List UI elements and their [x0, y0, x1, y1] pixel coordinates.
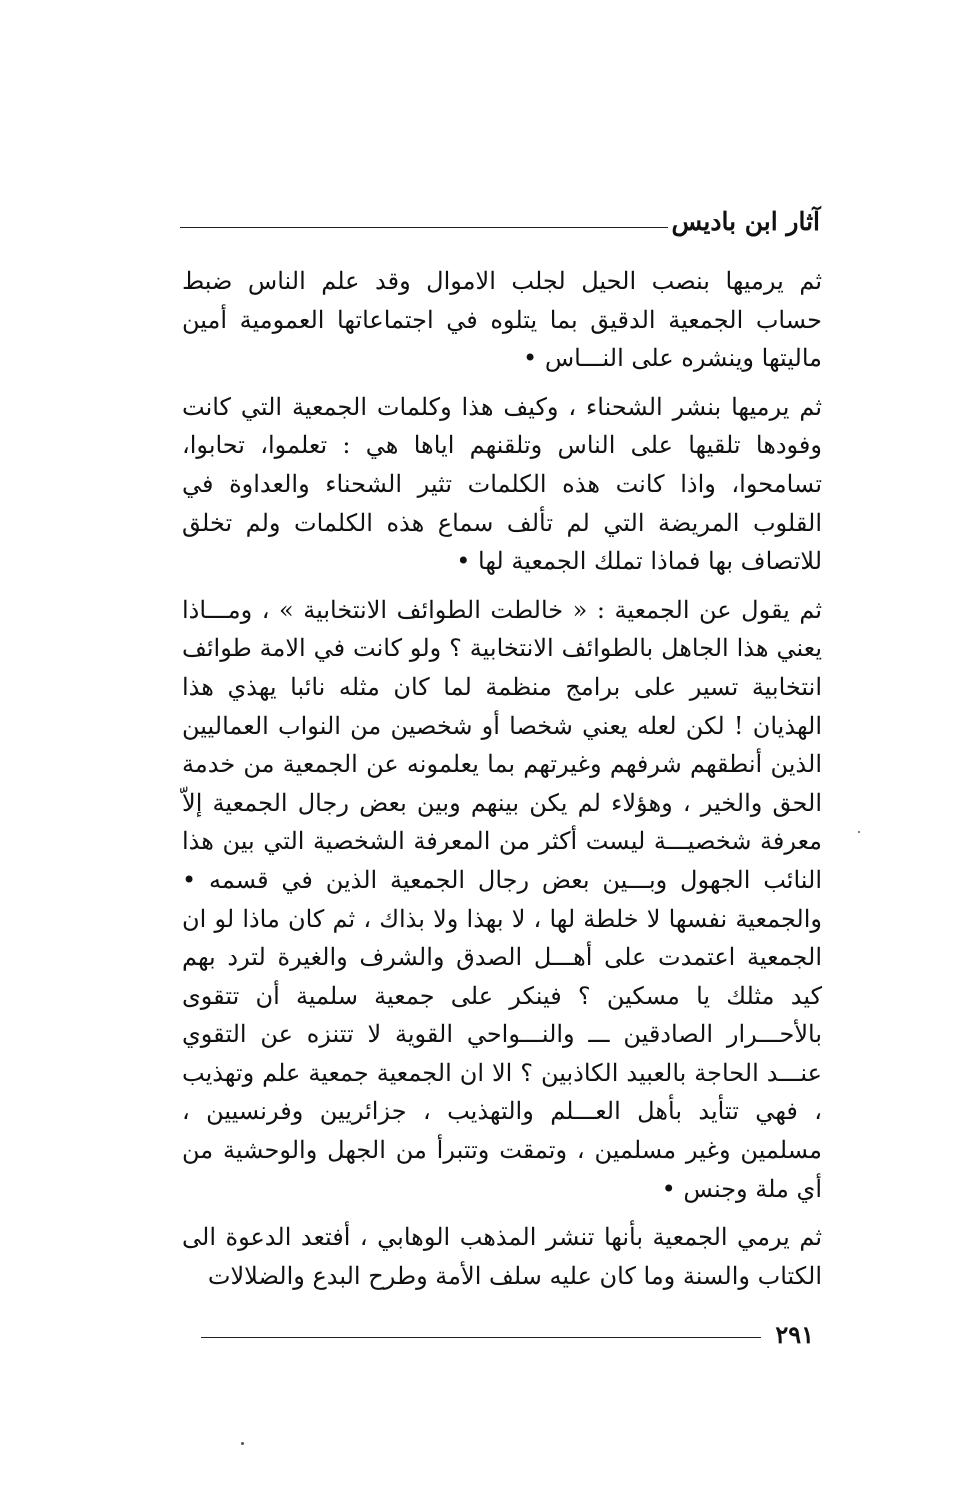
scan-speck [858, 831, 860, 833]
paragraph: ثم يرميها بنشر الشحناء ، وكيف هذا وكلمات الجمعية التي كانت وفودها تلقيها على الناس وتلقنهم اياها هي : تعلموا، تحابوا، تسامحوا، واذا كانت هذه الكلمات تثير الشحناء والعداوة في القلوب المريضة التي لم تألف سماع هذه الكلمات ولم تخلق للاتصاف بها فماذا تملك الجمعية لها • [182, 392, 822, 576]
footer-rule [201, 1337, 761, 1338]
running-header [180, 196, 820, 240]
paragraph: ثم يرمي الجمعية بأنها تنشر المذهب الوهابي ، أفتعد الدعوة الى الكتاب والسنة وما كان عليه سلف الأمة وطرح البدع والضلالات [182, 1223, 822, 1290]
paragraph: ثم يرميها بنصب الحيل لجلب الاموال وقد علم الناس ضبط حساب الجمعية الدقيق بما يتلوه في اجتماعاتها العمومية أمين ماليتها وينشره على النـــاس • [182, 267, 823, 373]
page-number: ٢٩١ [775, 1319, 814, 1349]
scan-speck [241, 1442, 244, 1445]
book-title: آثار ابن باديس [671, 207, 820, 236]
header-rule [180, 227, 668, 228]
page-footer [182, 1316, 822, 1352]
body-text [182, 262, 822, 1295]
paragraph: ثم يقول عن الجمعية : « خالطت الطوائف الانتخابية » ، ومـــاذا يعني هذا الجاهل بالطوائف الانتخابية ؟ ولو كانت في الامة طوائف انتخابية تسير على برامج منظمة لما كان مثله نائبا يهذي هذا الهذيان ! لكن لعله يعني شخصا أو شخصين من النواب العماليين الذين أنطقهم شرفهم وغيرتهم بما يعلمونه عن الجمعية من خدمة الحق والخير ، وهؤلاء لم يكن بينهم وبين بعض رجال الجمعية إلاّ معرفة شخصيـــة ليست أكثر من المعرفة الشخصية التي بين هذا النائب الجهول وبـــين بعض رجال الجمعية الذين في قسمه • والجمعية نفسها لا خلطة لها ، لا بهذا ولا بذاك ، ثم كان ماذا لو ان الجمعية اعتمدت على أهـــل الصدق والشرف والغيرة لترد بهم كيد مثلك يا مسكين ؟ فينكر على جمعية سلمية أن تتقوى بالأحـــرار الصادقين ـــ والنـــواحي القوية لا تتنزه عن التقوي عنـــد الحاجة بالعبيد الكاذبين ؟ الا ان الجمعية جمعية علم وتهذيب ، فهي تتأيد بأهل العـــلم والتهذيب ، جزائريين وفرنسيين ، مسلمين وغير مسلمين ، وتمقت وتتبرأ من الجهل والوحشية من أي ملة وجنس • [182, 595, 822, 1203]
